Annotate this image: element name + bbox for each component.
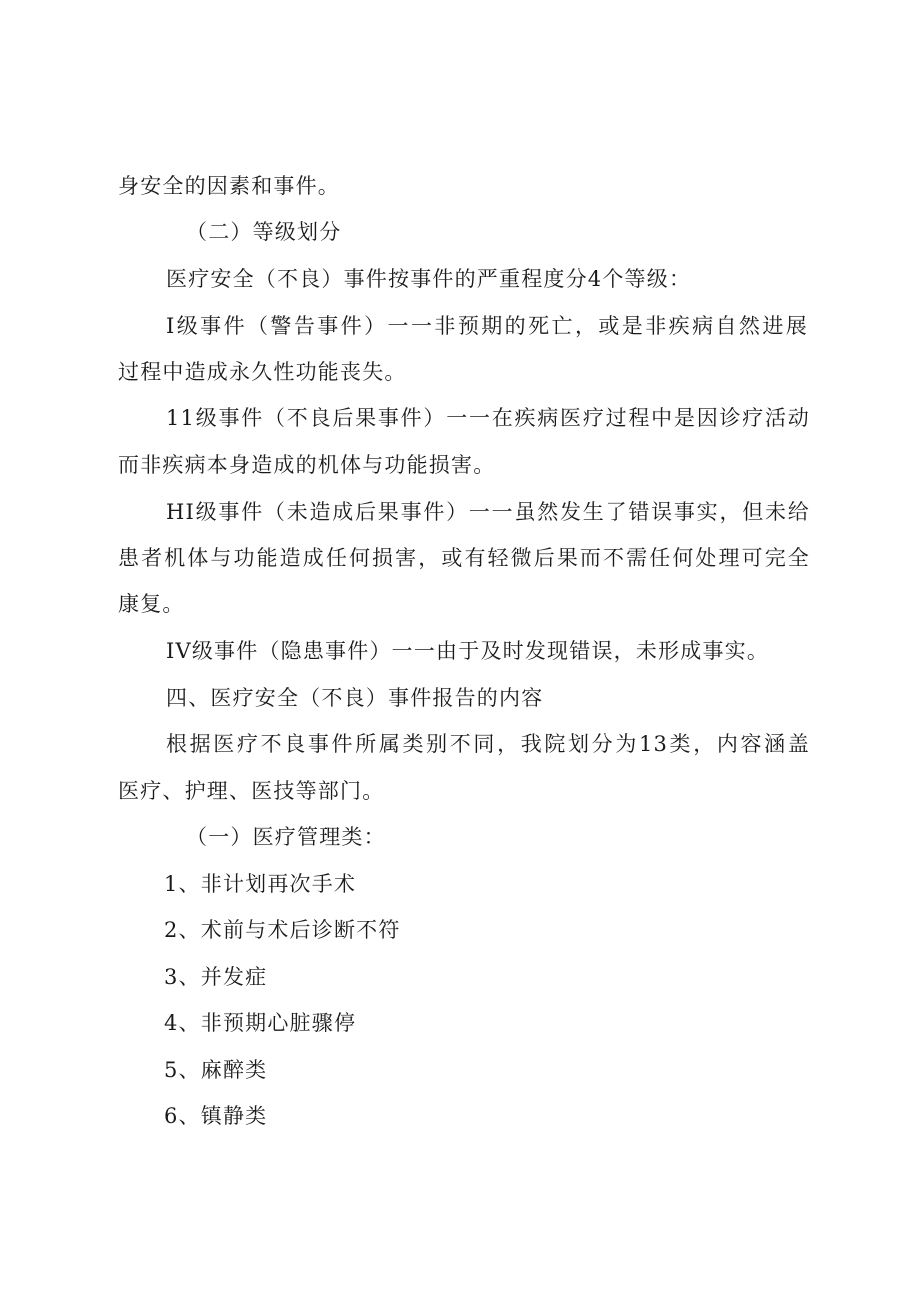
paragraph-continuation: 身安全的因素和事件。	[118, 174, 340, 198]
list-item: 5、麻醉类	[164, 1058, 268, 1082]
paragraph-line: 11级事件（不良后果事件）一一在疾病医疗过程中是因诊疗活动	[166, 406, 810, 430]
list-item: 3、并发症	[164, 965, 268, 989]
list-item: 4、非预期心脏骤停	[164, 1011, 357, 1035]
paragraph-line: 医疗、护理、医技等部门。	[118, 779, 385, 803]
paragraph-line: 过程中造成永久性功能丧失。	[118, 360, 407, 384]
section-heading: 四、医疗安全（不良）事件报告的内容	[166, 686, 544, 710]
paragraph-line: I级事件（警告事件）一一非预期的死亡，或是非疾病自然进展	[166, 314, 808, 338]
paragraph-line: 而非疾病本身造成的机体与功能损害。	[118, 453, 496, 477]
subsection-heading: （二）等级划分	[186, 220, 342, 244]
paragraph-line: 根据医疗不良事件所属类别不同，我院划分为13类，内容涵盖	[166, 732, 810, 756]
paragraph-line: IV级事件（隐患事件）一一由于及时发现错误，未形成事实。	[166, 639, 770, 663]
list-item: 6、镇静类	[164, 1104, 268, 1128]
subsection-heading: （一）医疗管理类：	[186, 825, 386, 849]
list-item: 1、非计划再次手术	[164, 872, 357, 896]
paragraph-line: HI级事件（未造成后果事件）一一虽然发生了错误事实，但未给	[166, 500, 810, 524]
paragraph-line: 康复。	[118, 592, 185, 616]
list-item: 2、术前与术后诊断不符	[164, 918, 401, 942]
paragraph-line: 医疗安全（不良）事件按事件的严重程度分4个等级：	[166, 267, 692, 291]
paragraph-line: 患者机体与功能造成任何损害，或有轻微后果而不需任何处理可完全	[118, 546, 810, 570]
